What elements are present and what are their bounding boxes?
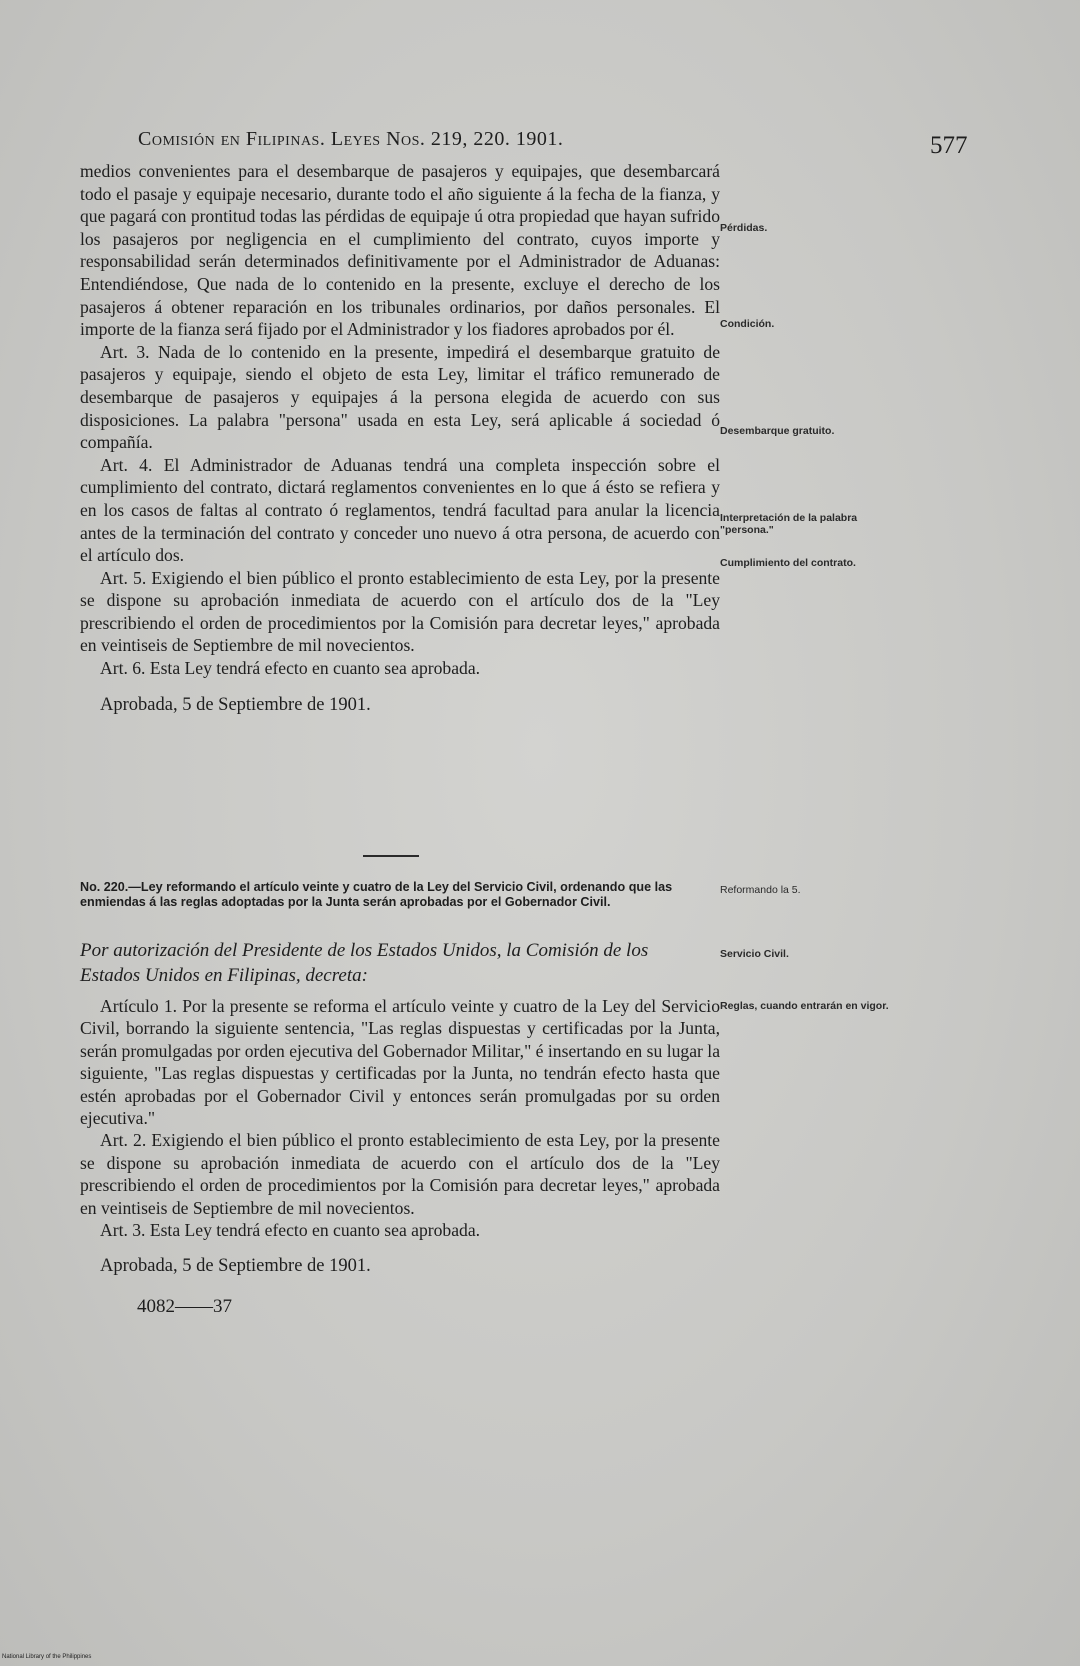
- paragraph-art-1: Artículo 1. Por la presente se reforma el artículo veinte y cuatro de la Ley del Servicio Civil, borrando la siguiente sentencia, "Las reglas dispuestas y certificadas por la Junta, serán promulgadas por orden ejecutiva del Gobernador Militar," é insertando en su lugar la siguiente, "Las reglas dispuestas y certificadas por la Junta, no tendrán efecto hasta que estén aprobadas por el Gobernador Civil y entonces serán promulgadas por su orden ejecutiva.": [80, 996, 720, 1129]
- paragraph-art-3: Art. 3. Nada de lo contenido en la presente, impedirá el desembarque gratuito de pasajeros y equipaje, siendo el objeto de esta Ley, limitar el tráfico remunerado de desembarque de pasajeros y equipajes á la persona elegida de acuerdo con sus disposiciones. La palabra "persona" usada en esta Ley, será aplicable á sociedad ó compañía.: [80, 341, 720, 453]
- act-219-body: [80, 160, 720, 716]
- paragraph-art-4: Art. 4. El Administrador de Aduanas tendrá una completa inspección sobre el cumplimiento del contrato, dictará reglamentos convenientes en lo que á ésto se refiera y en los casos de faltas al contrato ó reglamentos, tendrá facultad para anular la licencia antes de la terminación del contrato y conceder uno nuevo á otra persona, de acuerdo con el artículo dos.: [80, 454, 720, 566]
- scan-credit: National Library of the Philippines: [2, 1654, 92, 1660]
- enacting-clause: Por autorización del Presidente de los Estados Unidos, la Comisión de los Estados Unidos en Filipinas, decreta:: [80, 940, 649, 986]
- act-220-body: [80, 995, 720, 1278]
- margin-note: Reformando la 5.: [720, 884, 801, 896]
- margin-note: Cumplimiento del contrato.: [720, 557, 856, 569]
- paragraph-art-6: Art. 6. Esta Ley tendrá efecto en cuanto sea aprobada.: [100, 658, 481, 679]
- margin-note: Reglas, cuando entrarán en vigor.: [720, 1000, 889, 1012]
- margin-note: Desembarque gratuito.: [720, 425, 835, 437]
- paragraph-art-5: Art. 5. Exigiendo el bien público el pronto establecimiento de esta Ley, por la presente se dispone su aprobación inmediata de acuerdo con el artículo dos de la "Ley prescribiendo el orden de procedimientos por la Comisión para decretar leyes," aprobada en veintiseis de Septiembre de mil novecientos.: [80, 567, 720, 656]
- margin-note: Pérdidas.: [720, 222, 768, 234]
- running-title: Comisión en Filipinas. Leyes Nos. 219, 220. 1901.: [138, 128, 564, 150]
- section-divider: [363, 855, 419, 857]
- paragraph: medios convenientes para el desembarque de pasajeros y equipajes, que desembarcará todo el pasaje y equipaje necesario, durante todo el año siguiente á la fecha de la fianza, y que pagará con prontitud todas las pérdidas de equipaje ú otra propiedad que hayan sufrido los pasajeros por negligencia en el cumplimiento del contrato, cuyos importe y responsabilidad serán determinados definitivamente por el Administrador de Aduanas: Entendiéndose, Que nada de lo contenido en la presente, excluye el derecho de los pasajeros á obtener reparación en los tribunales ordinarios, por daños personales. El importe de la fianza será fijado por el Administrador y los fiadores aprobados por él.: [80, 161, 721, 340]
- printer-signature: 4082——37: [137, 1296, 232, 1317]
- margin-note: Interpretación de la palabra "persona.": [720, 512, 858, 536]
- paragraph-art-2: Art. 2. Exigiendo el bien público el pronto establecimiento de esta Ley, por la presente se dispone su aprobación inmediata de acuerdo con el artículo dos de la "Ley prescribiendo el orden de procedimientos por la Comisión para decretar leyes," aprobada en veintiseis de Septiembre de mil novecientos.: [80, 1130, 720, 1218]
- margin-note: Condición.: [720, 318, 775, 330]
- paragraph-art-3: Art. 3. Esta Ley tendrá efecto en cuanto sea aprobada.: [100, 1220, 481, 1241]
- margin-note: Servicio Civil.: [720, 948, 789, 960]
- running-header: [138, 128, 698, 151]
- approval-line: Aprobada, 5 de Septiembre de 1901.: [100, 694, 371, 715]
- page-number: 577: [930, 132, 968, 159]
- approval-line: Aprobada, 5 de Septiembre de 1901.: [100, 1256, 371, 1277]
- act-220-heading: No. 220.—Ley reformando el artículo veinte y cuatro de la Ley del Servicio Civil, ordenando que las enmiendas á las reglas adoptadas por la Junta serán aprobadas por el Gobernador Civil.: [80, 880, 673, 909]
